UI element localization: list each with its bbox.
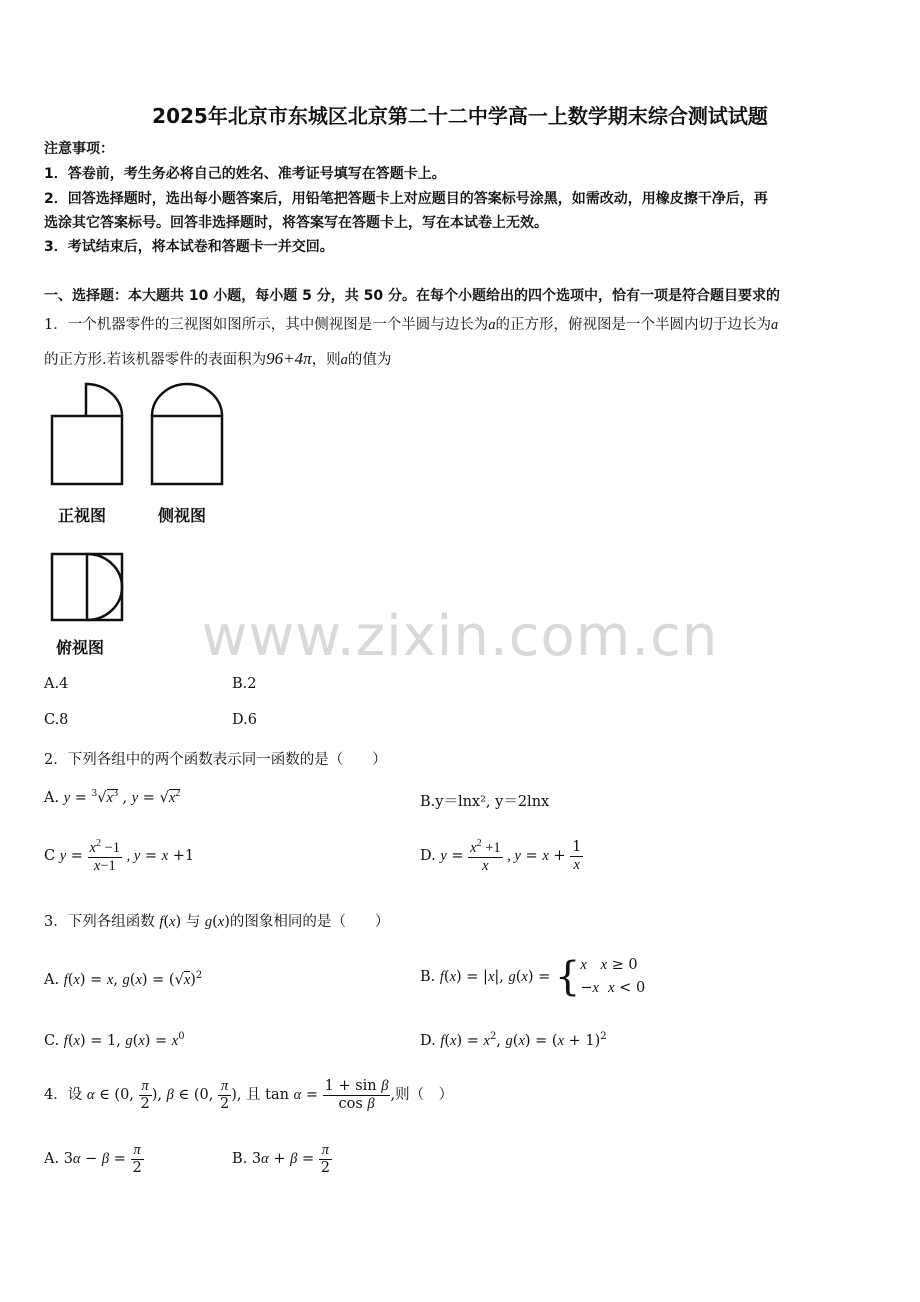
front-view-quarter-arc — [86, 384, 122, 416]
front-view-square — [52, 416, 122, 484]
q1-option-b[interactable]: B.2 — [232, 676, 257, 692]
q3-option-d[interactable]: D. $f(x) = x^2$, $g(x) = (x + 1)^2$ — [420, 1031, 607, 1049]
q2-option-d[interactable]: D. y = $\frac{x^2 +1}{x}$ , y = x + $\frac{1}{x}$ — [420, 838, 582, 874]
front-side-view-figure — [46, 380, 236, 495]
q1-option-c[interactable]: C.8 — [44, 712, 69, 728]
question-2-stem: 2．下列各组中的两个函数表示同一函数的是（ ） — [44, 752, 387, 768]
q2-option-a[interactable]: A. $y = ^3√x^3$ , $y = √x^2$ — [44, 788, 181, 806]
q4-option-b[interactable]: B. 3α + β = $\frac{\pi}{2}$ — [232, 1142, 330, 1176]
q3-option-a[interactable]: A. f(x) = x, $g(x) = (√x)^2$ — [44, 970, 203, 988]
front-view-caption: 正视图 — [58, 506, 107, 525]
section-heading: 一、选择题：本大题共 10 小题，每小题 5 分，共 50 分。在每个小题给出的四个选项中，恰有一项是符合题目要求的 — [44, 288, 780, 304]
side-view-square — [152, 416, 222, 484]
notice-item: 3．考试结束后，将本试卷和答题卡一并交回。 — [44, 239, 334, 255]
question-4-stem: 4．设 α ∈ (0, $\frac{\pi}{2}$ ), β ∈ (0, $\frac{\pi}{2}$ ), 且 tan α = $\frac{\text{1 + sin β}}{\text{cos β}}$ ,则（ ） — [44, 1078, 454, 1112]
q1-option-d[interactable]: D.6 — [232, 712, 257, 728]
q3-option-c[interactable]: C. f(x) = 1, $g(x) = x^0$ — [44, 1031, 185, 1049]
side-view-semicircle — [152, 384, 222, 416]
notice-heading: 注意事项： — [44, 141, 114, 157]
question-1-line1: 1．一个机器零件的三视图如图所示，其中侧视图是一个半圆与边长为a的正方形，俯视图是一个半圆内切于边长为a — [44, 317, 779, 333]
page-title: 2025年北京市东城区北京第二十二中学高一上数学期末综合测试试题 — [152, 104, 768, 128]
q3-option-b[interactable]: B. f(x) = |x|, g(x) = {x x ≥ 0 −x x < 0 — [420, 954, 646, 1001]
notice-item: 选涂其它答案标号。回答非选择题时，将答案写在答题卡上，写在本试卷上无效。 — [44, 215, 548, 231]
notice-item: 2．回答选择题时，选出每小题答案后，用铅笔把答题卡上对应题目的答案标号涂黑，如需改动，用橡皮擦干净后，再 — [44, 191, 768, 207]
q4-option-a[interactable]: A. 3α − β = $\frac{\pi}{2}$ — [44, 1142, 142, 1176]
notice-item: 1．答卷前，考生务必将自己的姓名、准考证号填写在答题卡上。 — [44, 166, 446, 182]
q1-option-a[interactable]: A.4 — [44, 676, 69, 692]
top-view-caption: 俯视图 — [56, 638, 105, 657]
q2-option-b[interactable]: B.y＝lnx², y＝2lnx — [420, 794, 550, 810]
watermark: www.zixin.com.cn — [201, 604, 719, 669]
q2-option-c[interactable]: C y = $\frac{x^2 -1}{x-1}$ , y = x +1 — [44, 838, 195, 874]
question-1-line2: 的正方形.若该机器零件的表面积为96+4π，则a的值为 — [44, 349, 392, 368]
question-3-stem: 3．下列各组函数 f(x) 与 g(x)的图象相同的是（ ） — [44, 914, 390, 930]
side-view-caption: 侧视图 — [158, 506, 207, 525]
